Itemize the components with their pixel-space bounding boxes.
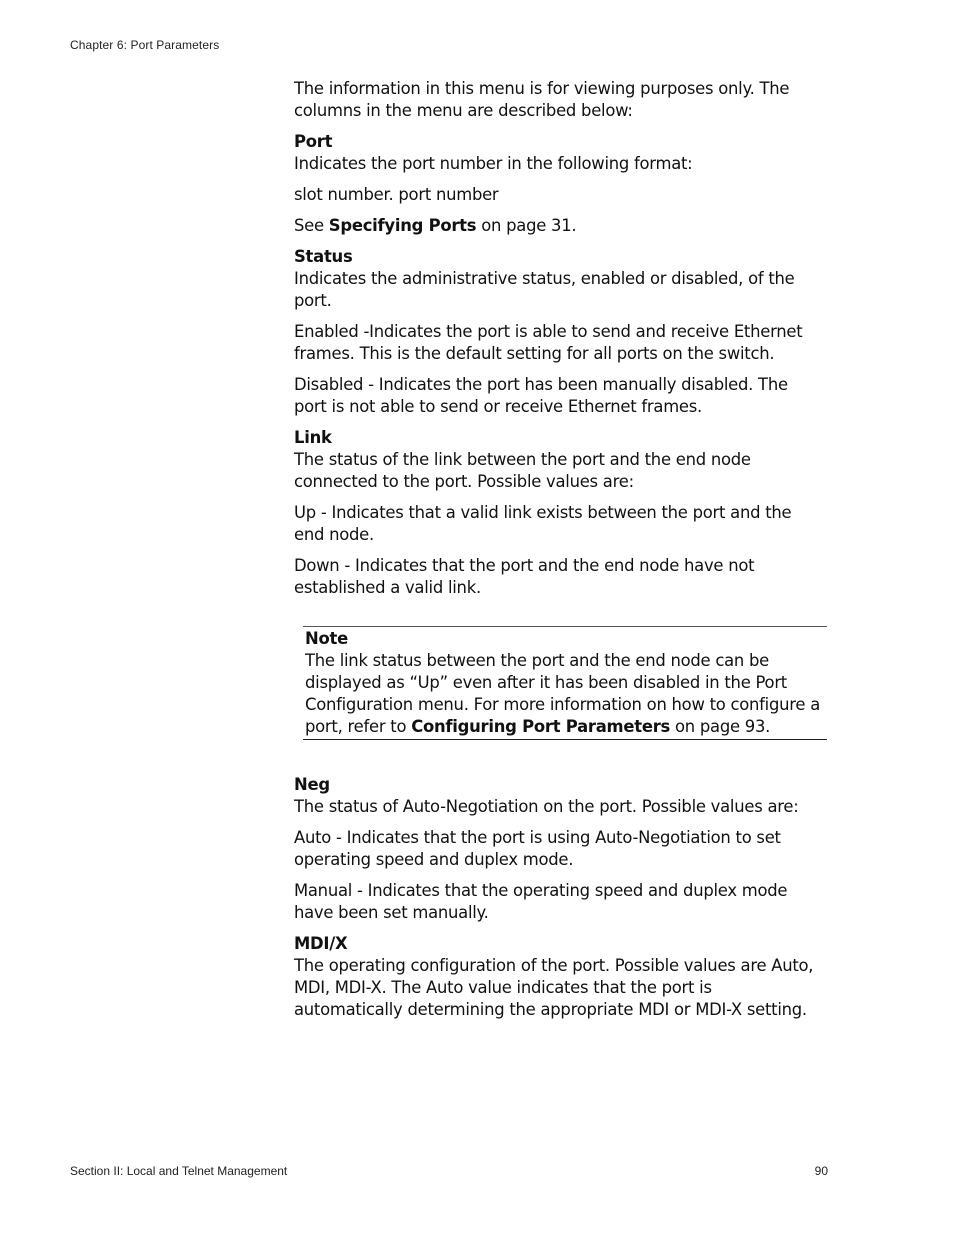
see-suffix: on page 31. (476, 216, 577, 235)
note-ref-suffix: on page 93. (670, 717, 771, 736)
link-term: Link (294, 428, 332, 447)
neg-description: The status of Auto-Negotiation on the port. Possible values are: (294, 797, 799, 816)
port-see-reference (294, 215, 814, 237)
link-up: Up - Indicates that a valid link exists between the port and the end node. (294, 503, 792, 544)
link-down: Down - Indicates that the port and the end node have not established a valid link. (294, 556, 755, 597)
mdix-description: The operating configuration of the port. Possible values are Auto, MDI, MDI-X. The Auto value indicates that the port is automatically determining the appropriate MDI or MDI-X setting. (294, 956, 814, 1019)
note-title: Note (305, 629, 348, 648)
status-disabled: Disabled - Indicates the port has been manually disabled. The port is not able to send or receive Ethernet frames. (294, 375, 788, 416)
main-content (294, 78, 820, 1030)
status-term: Status (294, 247, 353, 266)
neg-term: Neg (294, 775, 330, 794)
specifying-ports-link[interactable]: Specifying Ports (328, 216, 477, 235)
see-prefix: See (294, 216, 329, 235)
running-footer: Section II: Local and Telnet Management (70, 1164, 288, 1178)
intro-paragraph: The information in this menu is for viewing purposes only. The columns in the menu are described below: (294, 79, 790, 120)
note-text (305, 650, 825, 738)
note-body: The link status between the port and the end node can be displayed as “Up” even after it has been disabled in the Port Configuration menu. For more information on how to configure a port, refer to (305, 651, 820, 736)
neg-auto: Auto - Indicates that the port is using Auto-Negotiation to set operating speed and duplex mode. (294, 828, 781, 869)
status-enabled: Enabled -Indicates the port is able to send and receive Ethernet frames. This is the default setting for all ports on the switch. (294, 322, 803, 363)
running-header: Chapter 6: Port Parameters (70, 38, 220, 52)
port-description: Indicates the port number in the following format: (294, 154, 693, 173)
note-box (303, 626, 827, 740)
mdix-term: MDI/X (294, 934, 348, 953)
configuring-port-parameters-link[interactable]: Configuring Port Parameters (411, 717, 671, 736)
port-format: slot number. port number (294, 185, 499, 204)
link-description: The status of the link between the port and the end node connected to the port. Possible values are: (294, 450, 751, 491)
page-number: 90 (814, 1164, 828, 1178)
status-description: Indicates the administrative status, enabled or disabled, of the port. (294, 269, 795, 310)
port-term: Port (294, 132, 333, 151)
neg-manual: Manual - Indicates that the operating speed and duplex mode have been set manually. (294, 881, 788, 922)
